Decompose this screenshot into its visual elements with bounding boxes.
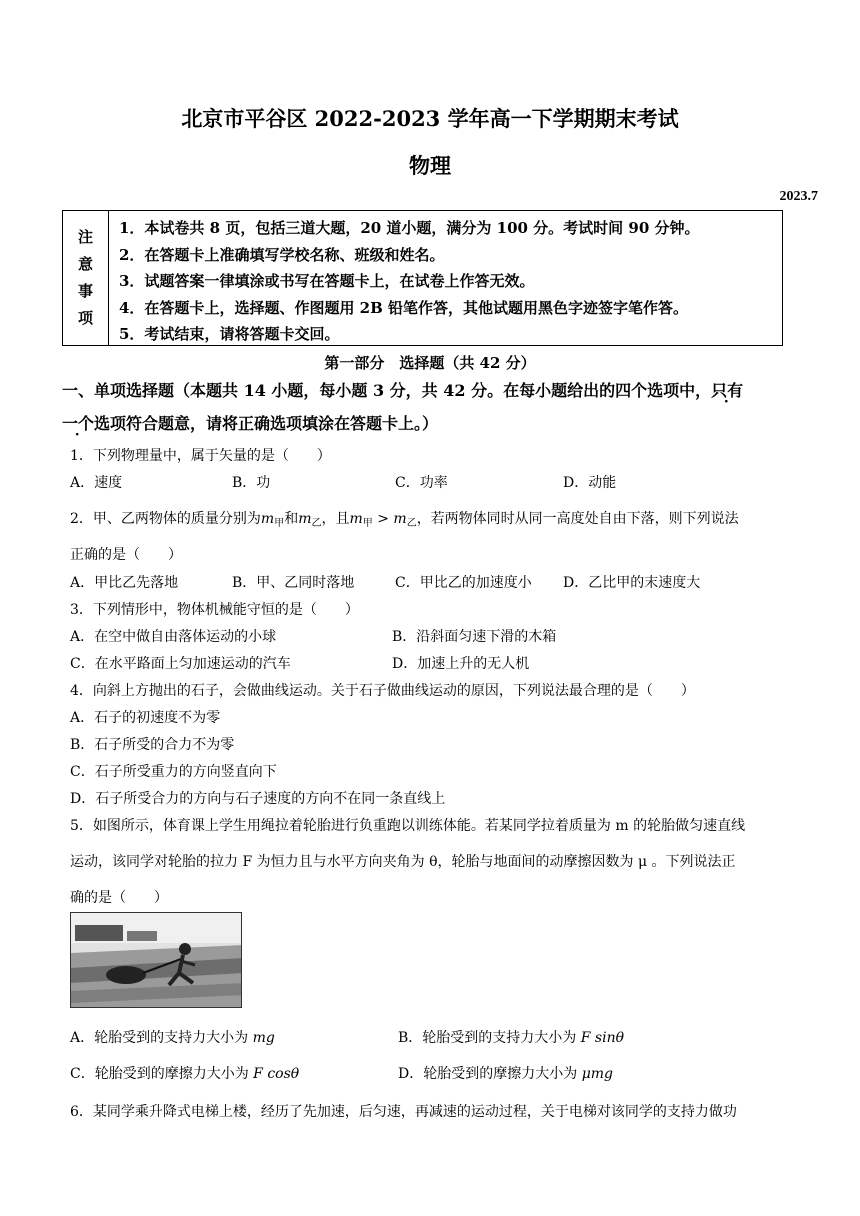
q1-option-d: D．动能 — [563, 475, 617, 491]
mass-symbol: m — [260, 511, 275, 527]
question-3-stem: 3．下列情形中，物体机械能守恒的是（ ） — [70, 602, 359, 618]
question-1-stem: 1．下列物理量中，属于矢量的是（ ） — [70, 448, 331, 464]
formula: F cosθ — [253, 1066, 300, 1082]
q1-option-a: A．速度 — [70, 475, 123, 491]
mass-symbol: m — [298, 511, 312, 527]
q2-option-c: C．甲比乙的加速度小 — [395, 575, 532, 591]
emphasis-text: 只有 — [711, 381, 744, 400]
option-text: D．轮胎受到的摩擦力大小为 — [398, 1066, 582, 1082]
notice-item: 4．在答题卡上，选择题、作图题用 2B 铅笔作答，其他试题用黑色字迹签字笔作答。 — [119, 298, 689, 317]
instructions-text: 选项符合题意，请将正确选项填涂在答题卡上。） — [94, 414, 439, 433]
part-title: 第一部分 选择题（共 42 分） — [324, 354, 536, 372]
q5-option-a — [70, 1027, 275, 1047]
question-5-stem-line2: 运动，该同学对轮胎的拉力 F 为恒力且与水平方向夹角为 θ，轮胎与地面间的动摩擦因数为 μ 。下列说法正 — [70, 854, 736, 870]
formula: μmg — [581, 1066, 614, 1082]
emphasis-text: 一个 — [62, 414, 95, 433]
tire-training-photo — [70, 912, 242, 1008]
q5-option-d — [398, 1063, 613, 1083]
q4-option-d: D．石子所受合力的方向与石子速度的方向不在同一条直线上 — [70, 791, 446, 807]
notice-item: 1．本试卷共 8 页，包括三道大题，20 道小题，满分为 100 分。考试时间 90 分钟。 — [119, 219, 700, 237]
q4-option-c: C．石子所受重力的方向竖直向下 — [70, 764, 277, 780]
notice-header-char: 项 — [77, 309, 93, 327]
subscript: 乙 — [406, 518, 417, 529]
greater-than: > — [372, 511, 394, 527]
notice-item: 2．在答题卡上准确填写学校名称、班级和姓名。 — [119, 245, 445, 264]
q2-text: ，且 — [321, 511, 350, 527]
q3-option-c: C．在水平路面上匀加速运动的汽车 — [70, 656, 291, 672]
section-instructions-line1 — [62, 378, 743, 401]
exam-subject: 物理 — [409, 153, 451, 178]
q4-option-a: A．石子的初速度不为零 — [70, 710, 221, 726]
q3-option-d: D．加速上升的无人机 — [392, 656, 530, 672]
question-5-stem-line1: 5．如图所示，体育课上学生用绳拉着轮胎进行负重跑以训练体能。若某同学拉着质量为 m 的轮胎做匀速直线 — [70, 818, 746, 834]
q2-text: 和 — [284, 511, 299, 527]
q1-option-c: C．功率 — [395, 475, 448, 491]
q5-option-c — [70, 1063, 299, 1083]
option-text: A．轮胎受到的支持力大小为 — [70, 1030, 253, 1046]
mass-symbol: m — [393, 511, 407, 527]
option-text: C．轮胎受到的摩擦力大小为 — [70, 1066, 254, 1082]
notice-list — [109, 211, 782, 345]
mass-symbol: m — [349, 511, 363, 527]
q2-text: ，若两物体同时从同一高度处自由下落，则下列说法 — [416, 511, 739, 527]
instructions-text: 一、单项选择题（本题共 14 小题，每小题 3 分，共 42 分。在每小题给出的四个选项中， — [62, 381, 712, 400]
notice-item: 3．试题答案一律填涂或书写在答题卡上，在试卷上作答无效。 — [119, 272, 535, 290]
q2-option-d: D．乙比甲的末速度大 — [563, 575, 701, 591]
q1-option-b: B．功 — [232, 475, 271, 491]
section-instructions-line2 — [62, 411, 438, 434]
option-text: B．轮胎受到的支持力大小为 — [398, 1030, 581, 1046]
formula: F sinθ — [580, 1030, 625, 1046]
question-2-stem — [70, 508, 739, 529]
exam-date: 2023.7 — [779, 189, 818, 204]
question-2-stem-line2: 正确的是（ ） — [70, 547, 182, 563]
q5-option-b — [398, 1027, 624, 1047]
subscript: 乙 — [311, 518, 322, 529]
formula: mg — [252, 1030, 275, 1046]
notice-header-char: 事 — [77, 282, 93, 300]
q2-option-a: A．甲比乙先落地 — [70, 575, 179, 591]
question-6-stem: 6．某同学乘升降式电梯上楼，经历了先加速，后匀速，再减速的运动过程，关于电梯对该同学的支持力做功 — [70, 1104, 737, 1120]
tire-training-photo-drawing — [71, 913, 242, 1008]
notice-item: 5．考试结束，请将答题卡交回。 — [119, 325, 340, 343]
subscript: 甲 — [362, 518, 373, 529]
question-4-stem: 4．向斜上方抛出的石子，会做曲线运动。关于石子做曲线运动的原因，下列说法最合理的是（ ） — [70, 683, 695, 699]
q3-option-b: B．沿斜面匀速下滑的木箱 — [392, 629, 557, 645]
notice-header-char: 意 — [77, 255, 93, 273]
notice-header-char: 注 — [77, 228, 93, 246]
q2-option-b: B．甲、乙同时落地 — [232, 575, 355, 591]
subscript: 甲 — [274, 518, 285, 529]
q2-text: 2．甲、乙两物体的质量分别为 — [70, 511, 261, 527]
exam-title: 北京市平谷区 2022-2023 学年高一下学期期末考试 — [181, 106, 679, 131]
q4-option-b: B．石子所受的合力不为零 — [70, 737, 235, 753]
q3-option-a: A．在空中做自由落体运动的小球 — [70, 629, 277, 645]
notice-header — [63, 211, 109, 345]
notice-box — [62, 210, 783, 346]
question-5-stem-line3: 确的是（ ） — [70, 890, 168, 906]
